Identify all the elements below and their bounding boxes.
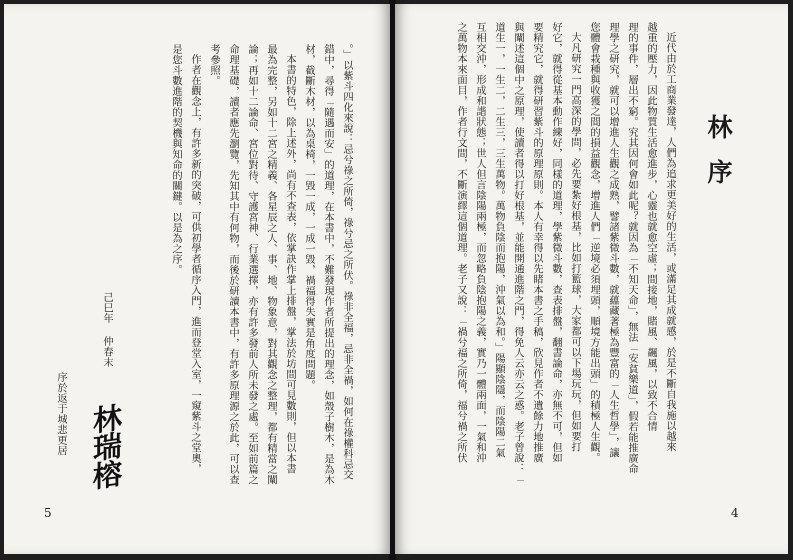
text-column: 與闡述這個中之原理，使讀者得以打好根基，並能開通進階之門，得免人云亦云之惑。老子曾說：「 (512, 22, 524, 484)
text-column: 最為完整，另如十二宮之精義、各星辰之人、事、地、物象意，對其觀念之整理，都有精當之闡 (265, 44, 277, 485)
text-column: 理的事件，層出不窮。究其因何會如此呢？就因為「不知天命」，無法「安貧樂道」，假若能推廣命 (626, 22, 638, 474)
text-column: 理學之研究，就可以增進人生觀之成熟，譬諸紫微斗數，就蘊藏著極為豐富的「人生哲學」，讓 (607, 22, 619, 458)
text-column: 道生一，一生二，二生三，三生萬物。萬物負陰而抱陽，沖氣以為和。」陽顯陰隱，而陰陽二氣 (493, 22, 505, 458)
text-column: 之萬物本來面目，作者行文間，不斷演繹這個道理。老子又說：「禍兮福之所倚，福兮禍之所伏 (455, 22, 467, 463)
left-page (4, 4, 390, 554)
text-column: 好它，就得從基本動作練好，同樣的道理，學紫微斗數，查表排盤，翻書論命，亦無不可，但如 (550, 22, 562, 463)
text-column: 您體會栽種與收獲之間的損益觀念，增進人們「逆境必須埋頭，順境方能出頭」的積極人生觀。 (588, 22, 600, 463)
text-column: 本書的特色，除上述外，尚有不查表，依掌訣作掌上排盤，掌法於坊間可見數則，但以本書 (284, 54, 296, 474)
text-column: 是您斗數進階的契機與知命的關鍵。以是為之序。 (170, 44, 182, 275)
text-column: 考參照。 (208, 44, 220, 86)
text-column: 錯中，尋得「隨遇而安」的道理，在本書中，不難發現作者所提出的理念，如殼子樹木，是為木 (322, 44, 334, 485)
text-column: 要精究它，就得研習紫斗的原理原則。本人有幸得以先睹本書之手稿，欣見作者不遺餘力地推廣 (531, 22, 543, 463)
text-column: 互相交沖，形成和諧狀態；世人但言陰陽兩極，而忽略負陰抱陽之義，實乃一體兩面，一氣和沖 (474, 22, 486, 463)
text-column: 論；再如十二論命、宮位對待、守護宮神、行業選擇，亦有許多發前人所未發之處。至如前篇之 (246, 44, 258, 485)
preface-title: 林序 (704, 114, 733, 204)
author-signature: 林瑞榕 (89, 401, 123, 491)
date-line: 己巳年 仲春末 (101, 292, 113, 368)
text-column: 材，截斷木材，以為桌椅，一毀一成，一成一毀，禍福得失實是角度問題。 (303, 44, 315, 391)
text-column: 命理基礎，讀者應先瀏覽，先知其中有何物，而後於研讀本書中，有許多原理源之於此，可以查 (227, 44, 239, 485)
place-line: 序於返于城悲更居 (55, 372, 67, 456)
text-column: 。」以紫斗四化來說：忌兮祿之所倚，祿兮忌之所伏。祿非全福，忌非全禍，如何在祿權科忌交 (341, 44, 353, 480)
right-page (395, 4, 788, 554)
text-column: 越重的壓力，因此物質生活愈進步，心靈也就愈空虛；間接地，賭風、飆風，以致不合情 (645, 22, 657, 432)
text-column: 近代由於工商業發達，人們為追求更美好的生活，或滿足其成就感，於是不斷自我施以越來 (664, 32, 676, 452)
page-number: 5 (44, 506, 52, 520)
text-column: 作者在觀念上，有許多新的突破，可供初學者循序入門，進而登堂入室，一窺紫斗之堂奧， (189, 54, 201, 474)
page-number: 4 (731, 506, 739, 520)
text-column: 大凡研究一門高深的學問，必先要紮好根基，比如打籃球，大家都可以下場玩玩，但如要打 (569, 32, 581, 452)
